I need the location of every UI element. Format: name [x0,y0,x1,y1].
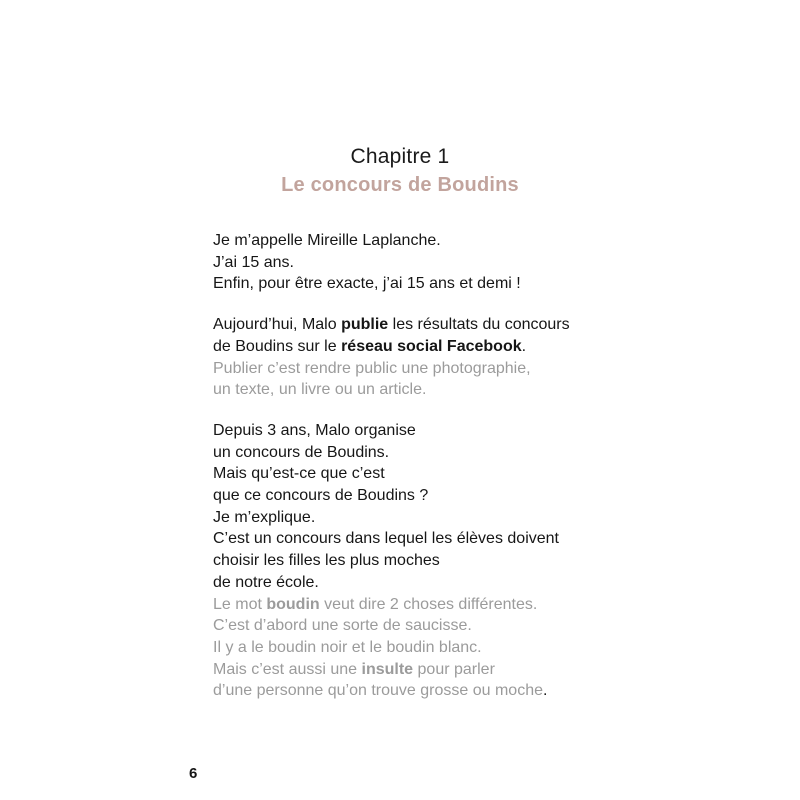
paragraph-facebook [213,314,633,401]
text-run: de Boudins sur le [213,337,342,355]
text-run: . [521,337,527,355]
text-line: Depuis 3 ans, Malo organise [213,421,416,439]
gloss-line: un texte, un livre ou un article. [213,381,427,399]
page-number: 6 [189,765,198,782]
keyword-publie: publie [341,316,389,334]
text-run: les résultats du concours [388,316,570,334]
text-line: de notre école. [213,573,319,591]
text-line: Enfin, pour être exacte, j’ai 15 ans et demi ! [213,275,521,293]
text-run: Aujourd’hui, Malo [213,316,342,334]
text-line: Mais qu’est-ce que c’est [213,465,385,483]
gloss-line [213,594,633,616]
text-line: Je m’explique. [213,508,316,526]
keyword-boudin: boudin [266,595,320,613]
text-line: C’est un concours dans lequel les élèves doivent [213,530,559,548]
text-line: Je m’appelle Mireille Laplanche. [213,232,441,249]
text-run: d’une personne qu’on trouve grosse ou moche [213,682,543,700]
paragraph-intro [213,230,633,295]
gloss-line [213,659,633,681]
chapter-title: Le concours de Boudins [281,174,519,196]
gloss-line: Il y a le boudin noir et le boudin blanc. [213,638,482,656]
keyword-reseau-social: réseau social Facebook [341,337,522,355]
text-run: pour parler [413,660,495,678]
text-line: choisir les filles les plus moches [213,552,440,570]
keyword-insulte: insulte [361,660,414,678]
text-run: Mais c’est aussi une [213,660,362,678]
gloss-line: C’est d’abord une sorte de saucisse. [213,617,472,635]
text-run: veut dire 2 choses différentes. [319,595,538,613]
text-line [213,336,633,358]
text-line [213,314,633,336]
text-line: J’ai 15 ans. [213,253,294,271]
chapter-body [213,230,633,721]
text-line: un concours de Boudins. [213,443,390,461]
text-run: Le mot [213,595,267,613]
chapter-number: Chapitre 1 [350,145,450,168]
text-run: . [543,682,548,700]
gloss-line: Publier c’est rendre public une photographie, [213,359,531,377]
paragraph-concours [213,420,633,702]
gloss-line [213,680,633,702]
chapter-heading [0,143,800,199]
text-line: que ce concours de Boudins ? [213,487,429,505]
